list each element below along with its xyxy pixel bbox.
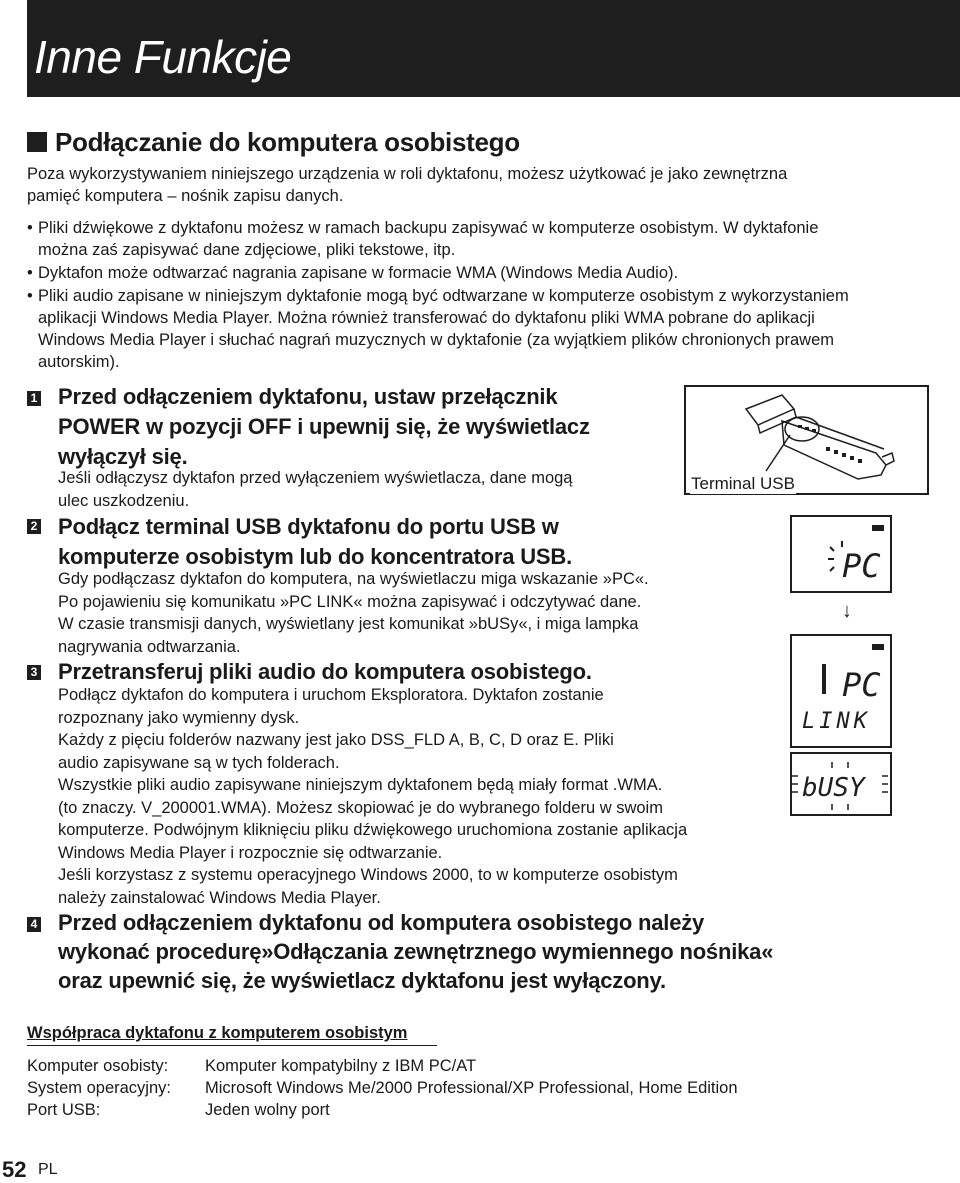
- step-heading: [58, 657, 592, 687]
- section-title-text: Podłączanie do komputera osobistego: [55, 127, 520, 157]
- spec-label: Port USB:: [27, 1101, 101, 1119]
- section-square-icon: [27, 132, 47, 152]
- lcd-display-pc-link: [790, 634, 892, 748]
- step-body-line: Wszystkie pliki audio zapisywane niniejszym dyktafonem będą miały format .WMA.: [58, 776, 663, 794]
- step-body-line: W czasie transmisji danych, wyświetlany jest komunikat »bUSy«, i miga lampka: [58, 615, 639, 633]
- step-heading-line: wykonać procedurę»Odłączania zewnętrznego wymiennego nośnika«: [58, 939, 774, 964]
- usb-terminal-label: Terminal USB: [691, 474, 795, 493]
- step-body: [58, 467, 572, 512]
- step-heading-line: POWER w pozycji OFF i upewnij się, że wyświetlacz: [58, 414, 590, 439]
- step-body-line: Jeśli odłączysz dyktafon przed wyłączeniem wyświetlacza, dane mogą: [58, 469, 573, 487]
- lcd-display-pc-blinking: [790, 515, 892, 593]
- step-body-line: komputerze. Podwójnym kliknięciu pliku dźwiękowego uruchomiona zostanie aplikacja: [58, 821, 688, 839]
- step-body-line: ulec uszkodzeniu.: [58, 491, 190, 510]
- step-body-line: nagrywania odtwarzania.: [58, 637, 241, 656]
- lcd-busy-icon: [792, 754, 890, 814]
- bullet-item: [27, 217, 927, 261]
- step-heading-line: wyłączył się.: [58, 444, 188, 469]
- requirements-heading: Współpraca dyktafonu z komputerem osobistym: [27, 1024, 408, 1042]
- lcd-pc-link-icon: [792, 636, 890, 746]
- spec-value: Microsoft Windows Me/2000 Professional/XP Professional, Home Edition: [205, 1079, 738, 1097]
- page-number: 52: [2, 1157, 27, 1182]
- section-title: [27, 127, 520, 158]
- bullet-item: [27, 262, 927, 284]
- bullet-line: aplikacji Windows Media Player. Można również transferować do dyktafonu pliki WMA pobrane do aplikacji: [38, 309, 815, 327]
- step-body-line: Windows Media Player i rozpocznie się odtwarzanie.: [58, 843, 443, 862]
- step-heading: [58, 382, 590, 472]
- spec-label: Komputer osobisty:: [27, 1057, 169, 1075]
- step-body: [58, 684, 687, 909]
- down-arrow-icon: ↓: [842, 600, 852, 622]
- intro-line: pamięć komputera – nośnik zapisu danych.: [27, 187, 344, 205]
- bullet-item: [27, 285, 927, 373]
- step-body-line: Po pojawieniu się komunikatu »PC LINK« można zapisywać i odczytywać dane.: [58, 592, 642, 611]
- step-heading-line: oraz upewnić się, że wyświetlacz dyktafonu jest wyłączony.: [58, 968, 666, 993]
- step-body-line: należy zainstalować Windows Media Player.: [58, 888, 381, 907]
- lcd-busy-text: bUSY: [802, 773, 865, 803]
- lcd-pc-text: PC: [842, 666, 881, 704]
- page-language: PL: [38, 1161, 58, 1178]
- step-body-line: Podłącz dyktafon do komputera i uruchom Eksploratora. Dyktafon zostanie: [58, 686, 604, 704]
- step-heading-line: Przed odłączeniem dyktafonu od komputera osobistego należy: [58, 910, 705, 935]
- step-heading-line: Przetransferuj pliki audio do komputera osobistego.: [58, 659, 592, 684]
- step-body: [58, 568, 649, 658]
- intro-line: Poza wykorzystywaniem niniejszego urządzenia w roli dyktafonu, możesz użytkować je jako zewnętrzna: [27, 165, 788, 183]
- page-title: Inne Funkcje: [34, 31, 292, 83]
- step-body-line: audio zapisywane są w tych folderach.: [58, 753, 340, 772]
- divider: [27, 1045, 437, 1046]
- step-heading-line: Podłącz terminal USB dyktafonu do portu USB w: [58, 514, 559, 539]
- bullet-line: • Pliki dźwiękowe z dyktafonu możesz w ramach backupu zapisywać w komputerze osobistym. W dyktafonie: [38, 219, 819, 237]
- step-heading: [58, 512, 572, 572]
- spec-label: System operacyjny:: [27, 1079, 171, 1097]
- step-body-line: Gdy podłączasz dyktafon do komputera, na wyświetlaczu miga wskazanie »PC«.: [58, 570, 649, 588]
- lcd-pc-text: PC: [842, 547, 881, 585]
- step-body-line: (to znaczy. V_200001.WMA). Możesz skopiować je do wybranego folderu w swoim: [58, 798, 663, 817]
- step-heading: [58, 908, 773, 995]
- step-heading-line: komputerze osobistym lub do koncentratora USB.: [58, 544, 572, 569]
- bullet-list: [27, 217, 927, 374]
- spec-value: Komputer kompatybilny z IBM PC/AT: [205, 1057, 477, 1075]
- step-number: 1: [27, 391, 41, 406]
- bullet-line: można zaś zapisywać dane zdjęciowe, pliki tekstowe, itp.: [38, 241, 456, 259]
- bullet-line: • Pliki audio zapisane w niniejszym dyktafonie mogą być odtwarzane w komputerze osobistym z wykorzystaniem: [38, 287, 849, 305]
- step-body-line: Każdy z pięciu folderów nazwany jest jako DSS_FLD A, B, C, D oraz E. Pliki: [58, 731, 614, 749]
- step-number: 3: [27, 665, 41, 680]
- lcd-pc-blink-icon: [792, 517, 890, 591]
- step-number: 4: [27, 917, 41, 932]
- lcd-display-busy: [790, 752, 892, 816]
- bullet-line: Windows Media Player i słuchać nagrań muzycznych w dyktafonie (za wyjątkiem plików chronionych prawem: [38, 331, 834, 349]
- step-number: 2: [27, 519, 41, 534]
- step-heading-line: Przed odłączeniem dyktafonu, ustaw przełącznik: [58, 384, 558, 409]
- bullet-line: autorskim).: [38, 353, 120, 371]
- bullet-line: • Dyktafon może odtwarzać nagrania zapisane w formacie WMA (Windows Media Audio).: [38, 264, 679, 282]
- step-body-line: Jeśli korzystasz z systemu operacyjnego Windows 2000, to w komputerze osobistym: [58, 866, 678, 884]
- lcd-link-text: LINK: [802, 709, 871, 734]
- step-body-line: rozpoznany jako wymienny dysk.: [58, 708, 300, 727]
- intro-paragraph: [27, 163, 907, 207]
- spec-value: Jeden wolny port: [205, 1101, 330, 1119]
